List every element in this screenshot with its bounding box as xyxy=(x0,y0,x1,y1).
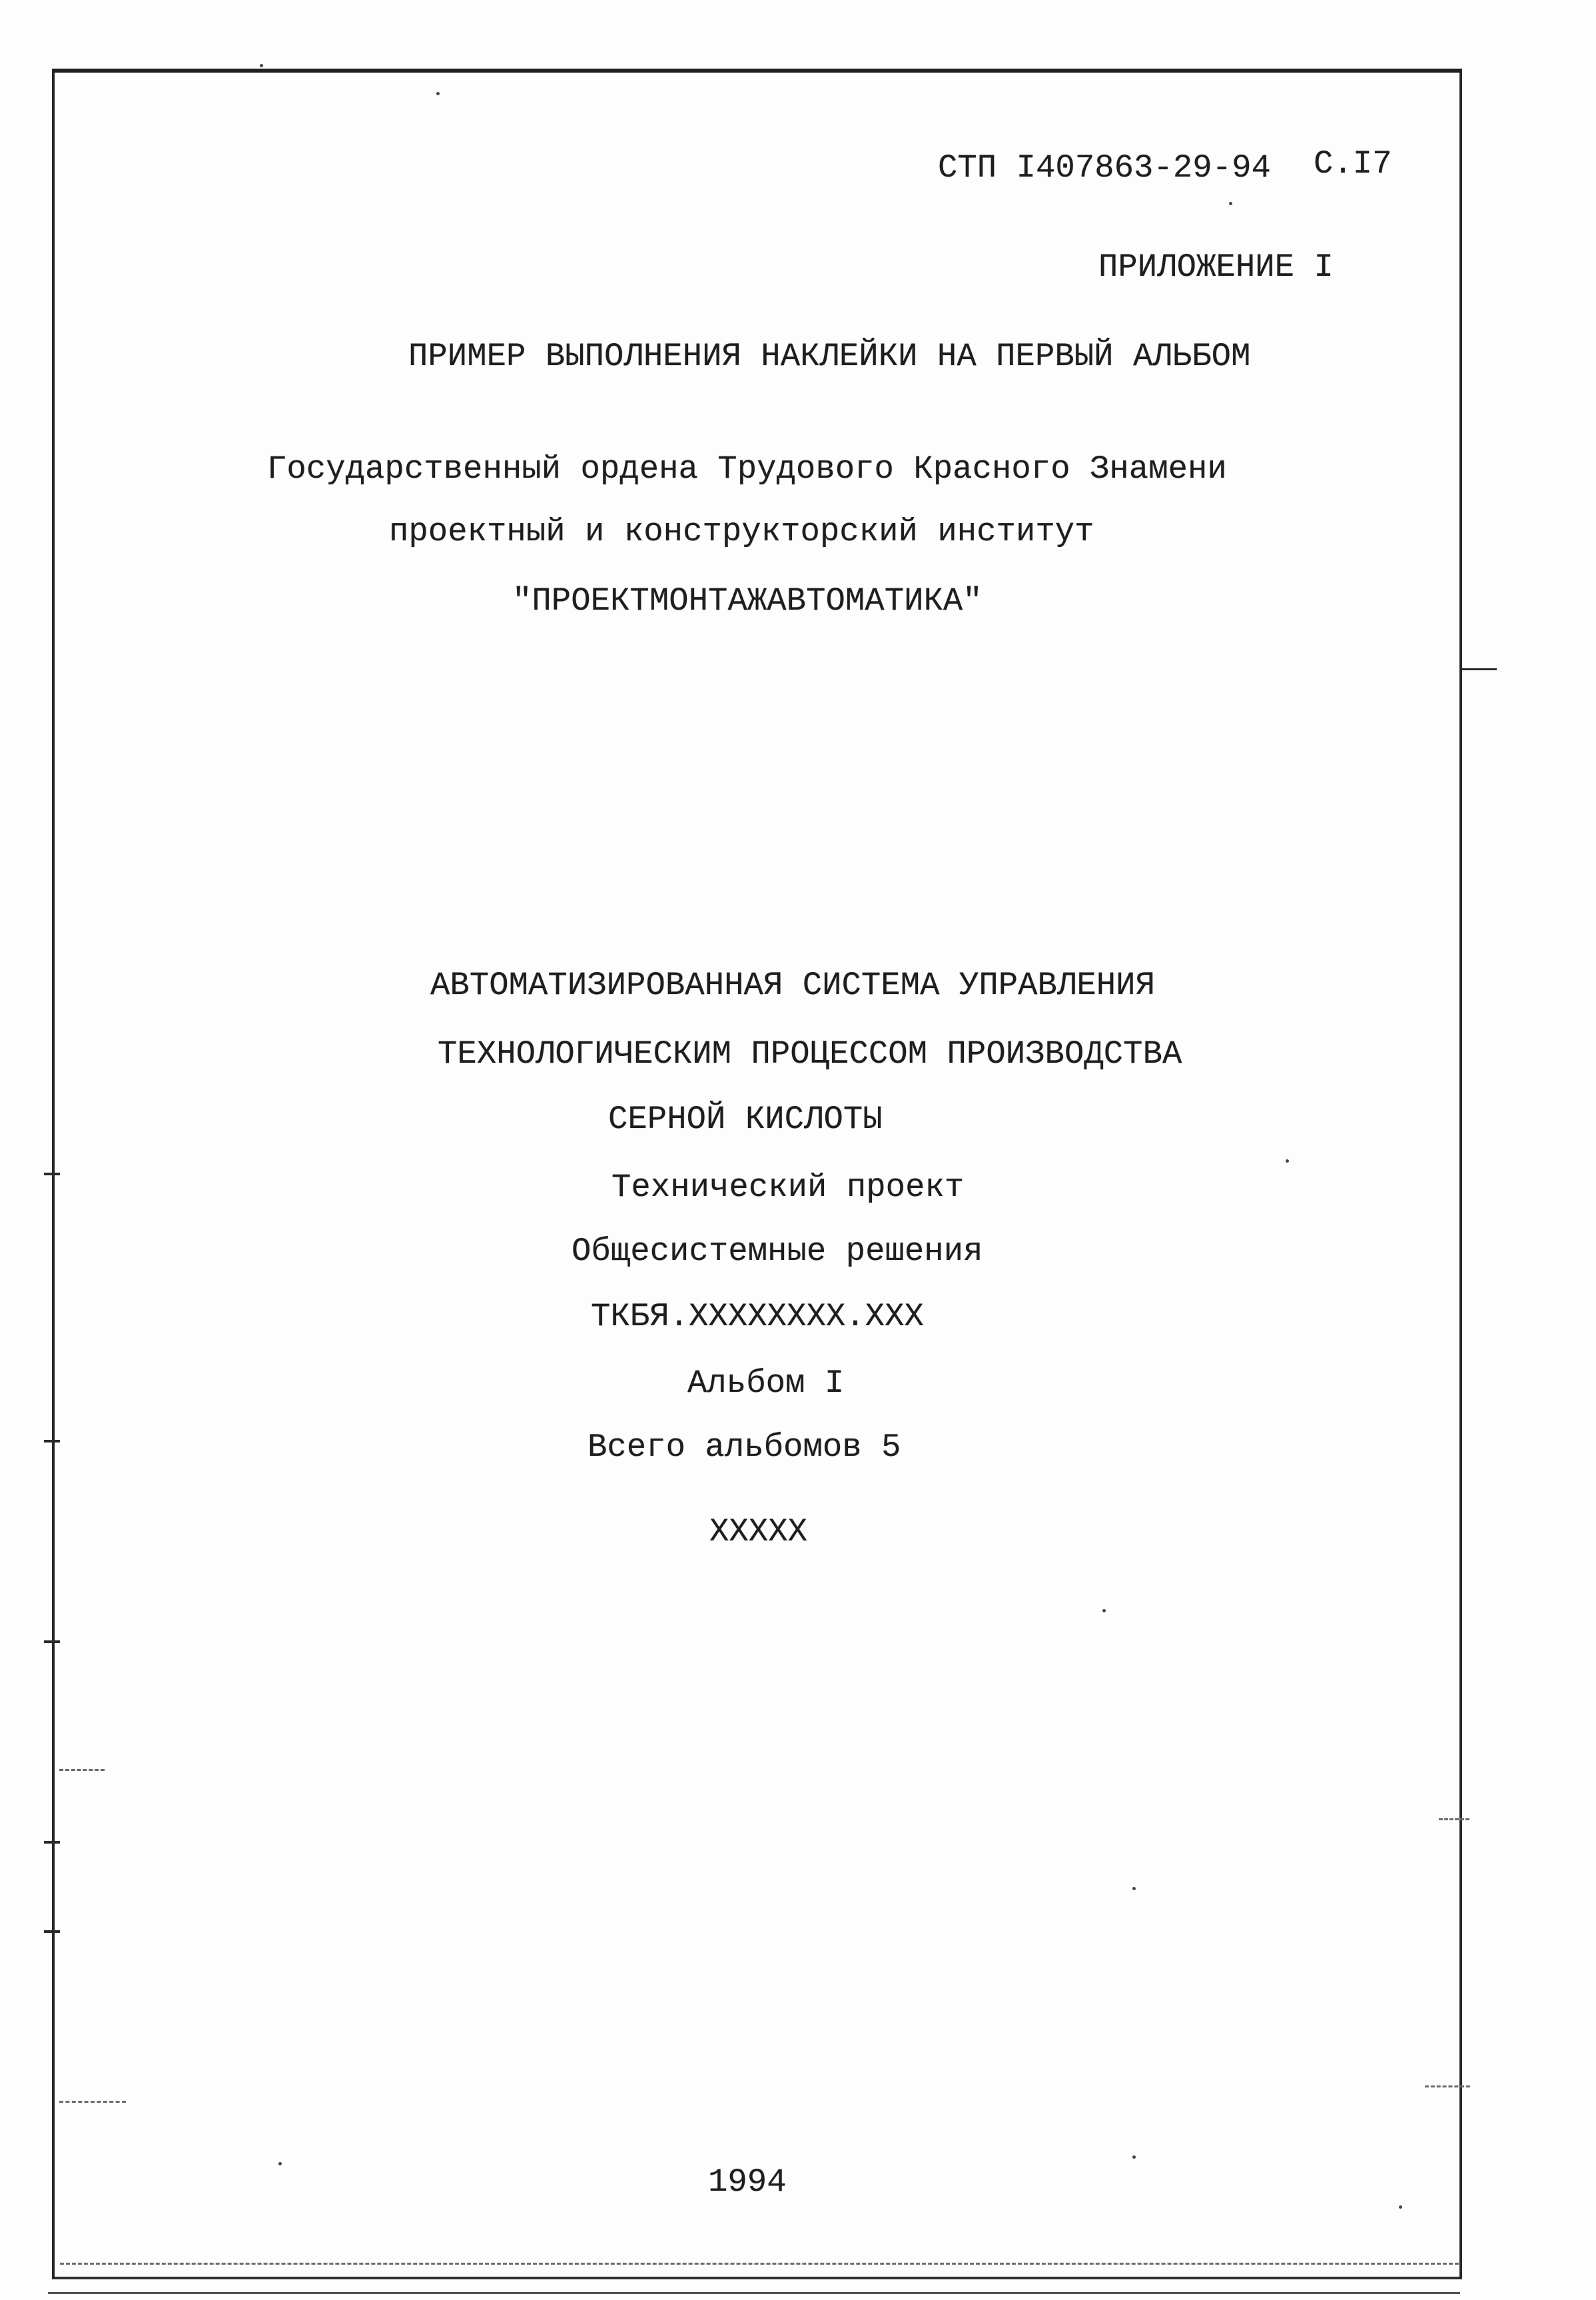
binding-tick-mark xyxy=(44,1841,60,1844)
document-designation: ТКБЯ.XXXXXXXX.XXX xyxy=(591,1298,924,1335)
project-part: Общесистемные решения xyxy=(572,1233,983,1270)
scan-speck xyxy=(278,2162,282,2165)
page-title: ПРИМЕР ВЫПОЛНЕНИЯ НАКЛЕЙКИ НА ПЕРВЫЙ АЛЬБОМ xyxy=(408,338,1251,375)
project-stage: Технический проект xyxy=(611,1169,965,1206)
year: 1994 xyxy=(708,2163,787,2201)
scan-speck xyxy=(436,92,440,95)
total-albums: Всего альбомов 5 xyxy=(588,1429,901,1466)
scan-speck xyxy=(260,64,263,67)
binding-tick-mark xyxy=(44,1930,60,1933)
system-name-line-1: АВТОМАТИЗИРОВАННАЯ СИСТЕМА УПРАВЛЕНИЯ xyxy=(430,967,1155,1004)
edge-dash-mark xyxy=(1425,2085,1470,2087)
edge-dash-mark xyxy=(1439,1818,1469,1820)
scan-speck xyxy=(1399,2205,1402,2209)
scan-speck xyxy=(1102,1609,1106,1612)
edge-dash-mark xyxy=(59,2101,126,2103)
album-number: Альбом I xyxy=(687,1365,845,1402)
organization-line-2: проектный и конструкторский институт xyxy=(389,513,1094,550)
bottom-scan-line xyxy=(60,2263,1459,2265)
appendix-label: ПРИЛОЖЕНИЕ I xyxy=(1098,249,1334,286)
organization-line-1: Государственный ордена Трудового Красного Знамени xyxy=(267,450,1227,488)
scan-speck xyxy=(1132,2155,1136,2159)
system-name-line-3: СЕРНОЙ КИСЛОТЫ xyxy=(608,1101,883,1138)
edge-dash-mark xyxy=(1462,668,1497,670)
organization-name: "ПРОЕКТМОНТАЖАВТОМАТИКА" xyxy=(512,582,983,620)
bottom-scan-line xyxy=(48,2292,1460,2294)
scan-speck xyxy=(1286,1159,1289,1163)
binding-tick-mark xyxy=(44,1640,60,1643)
binding-tick-mark xyxy=(44,1173,60,1175)
scan-speck xyxy=(1132,1887,1136,1890)
system-name-line-2: ТЕХНОЛОГИЧЕСКИМ ПРОЦЕССОМ ПРОИЗВОДСТВА xyxy=(438,1035,1182,1073)
inventory-code: XXXXX xyxy=(709,1513,808,1550)
document-code: СТП I407863-29-94 xyxy=(938,149,1271,187)
binding-tick-mark xyxy=(44,1440,60,1442)
scan-speck xyxy=(1229,202,1232,205)
edge-dash-mark xyxy=(59,1769,105,1771)
page-number: С.I7 xyxy=(1314,145,1392,183)
